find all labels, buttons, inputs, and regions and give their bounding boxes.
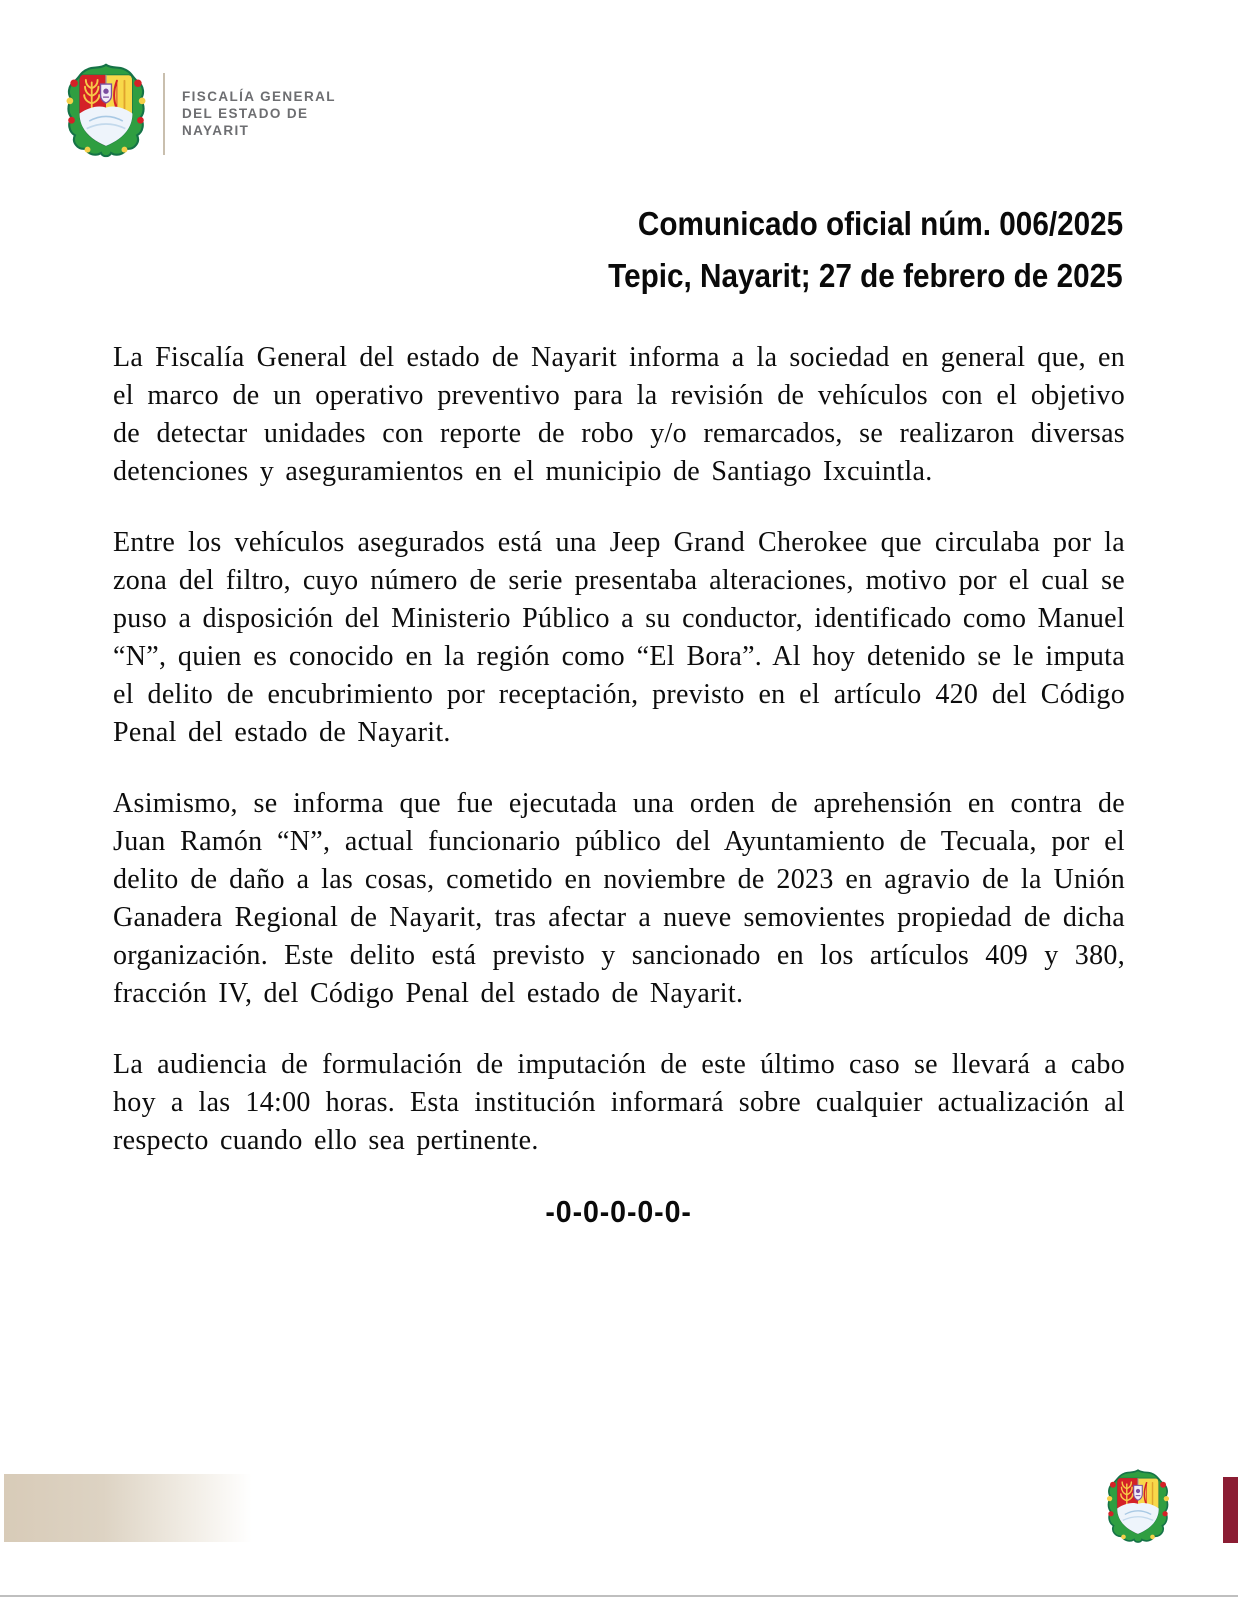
paragraph-2: Entre los vehículos asegurados está una Jeep Grand Cherokee que circulaba por la zona del filtro, cuyo número de serie presentaba alteraciones, motivo por el cual se puso a disposición del Ministerio Público a su conductor, identificado como Manuel “N”, quien es conocido en la región como “El Bora”. Al hoy detenido se le imputa el delito de encubrimiento por receptación, previsto en el artículo 420 del Código Penal del estado de Nayarit.	[113, 527, 1125, 748]
footer-gradient-bar	[4, 1474, 252, 1542]
dateline-text: Tepic, Nayarit; 27 de febrero de 2025	[608, 257, 1123, 294]
end-separator-text: -0-0-0-0-0-	[545, 1194, 693, 1229]
letterhead	[64, 62, 336, 165]
org-name-line-3: NAYARIT	[182, 123, 250, 138]
communique-number	[551, 204, 1123, 243]
letterhead-divider	[163, 73, 165, 155]
nayarit-coat-of-arms-icon	[64, 62, 148, 165]
paragraph-4: La audiencia de formulación de imputación de este último caso se llevará a cabo hoy a las 14:00 horas. Esta institución informará sobre cualquier actualización al respecto cuando ello sea pertinente.	[113, 1049, 1125, 1156]
title-block	[551, 204, 1123, 308]
body-text	[113, 339, 1125, 1231]
nayarit-coat-of-arms-small-icon	[1105, 1468, 1171, 1549]
dateline	[551, 256, 1123, 295]
org-name-line-2: DEL ESTADO DE	[182, 106, 309, 121]
page-bottom-rule	[0, 1595, 1238, 1597]
paragraph-3: Asimismo, se informa que fue ejecutada una orden de aprehensión en contra de Juan Ramón “N”, actual funcionario público del Ayuntamiento de Tecuala, por el delito de daño a las cosas, cometido en noviembre de 2023 en agravio de la Unión Ganadera Regional de Nayarit, tras afectar a nueve semovientes propiedad de dicha organización. Este delito está previsto y sancionado en los artículos 409 y 380, fracción IV, del Código Penal del estado de Nayarit.	[113, 788, 1125, 1009]
paragraph-1: La Fiscalía General del estado de Nayarit informa a la sociedad en general que, en el marco de un operativo preventivo para la revisión de vehículos con el objetivo de detectar unidades con reporte de robo y/o remarcados, se realizaron diversas detenciones y aseguramientos en el municipio de Santiago Ixcuintla.	[113, 342, 1125, 487]
org-name	[182, 88, 336, 139]
footer-accent-bar	[1223, 1477, 1238, 1543]
org-name-line-1: FISCALÍA GENERAL	[182, 89, 336, 104]
communique-number-text: Comunicado oficial núm. 006/2025	[637, 205, 1123, 242]
end-separator	[113, 1193, 1125, 1231]
